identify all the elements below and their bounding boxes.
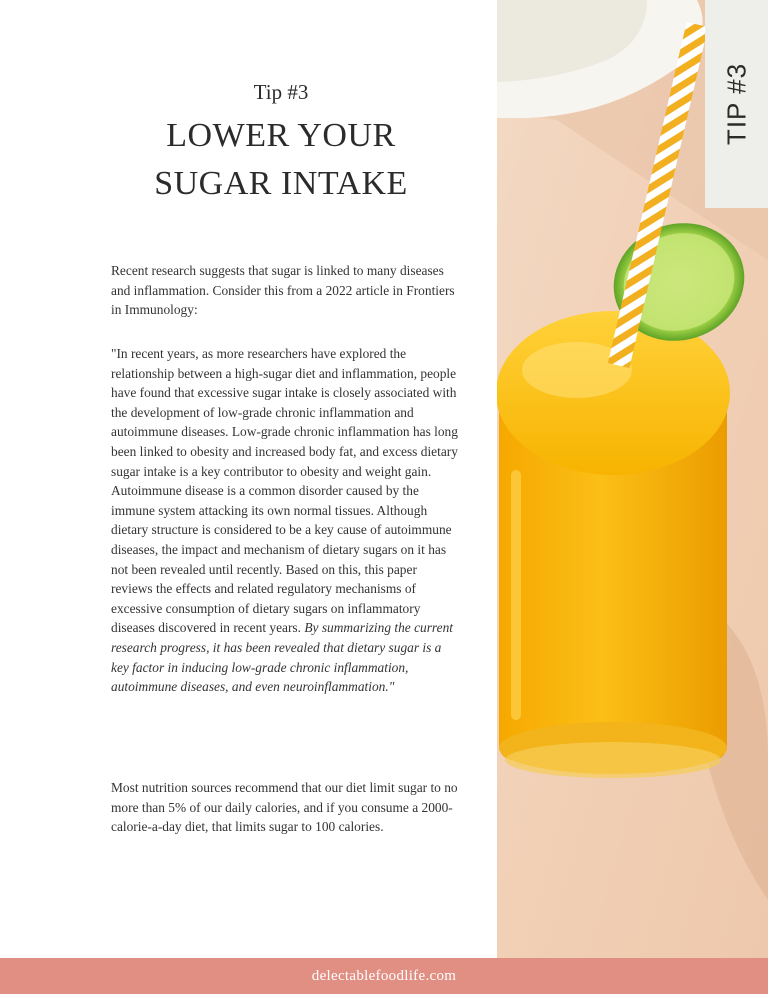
glass-reflection <box>511 470 521 720</box>
closing-paragraph: Most nutrition sources recommend that our diet limit sugar to no more than 5% of our daily calories, and if you consume a 2000-calorie-a-day diet, that limits sugar to 100 calories. <box>111 780 458 835</box>
intro-paragraph: Recent research suggests that sugar is linked to many diseases and inflammation. Consider this from a 2022 article in Frontiers in Immunology: <box>111 263 455 318</box>
quote-paragraph <box>111 344 461 697</box>
page-title <box>0 112 562 208</box>
title-line-1: LOWER YOUR <box>166 117 396 154</box>
quote-italic-text: By summarizing the current research progress, it has been revealed that dietary sugar is a key factor in inducing low-grade chronic inflammation, autoimmune diseases, and even neuroinflammation." <box>111 620 454 695</box>
title-line-2: SUGAR INTAKE <box>154 165 408 202</box>
footer <box>0 958 768 994</box>
glass-base-rim <box>505 742 721 778</box>
tip-number: Tip #3 <box>253 80 309 104</box>
tip-tab-label: TIP #3 <box>721 62 751 146</box>
footer-website-link[interactable]: delectablefoodlife.com <box>311 968 457 984</box>
tip-tab <box>705 0 768 208</box>
quote-text: "In recent years, as more researchers have explored the relationship between a high-sugar diet and inflammation, people have found that excessive sugar intake is closely associated with the development of low-grade chronic inflammation and autoimmune diseases. Low-grade chronic inflammation has long been linked to obesity and increased body fat, and excess dietary sugar intake is a key contributor to obesity and weight gain. Autoimmune disease is a common disorder caused by the immune system attacking its own normal tissues. Although dietary structure is considered to be a key cause of autoimmune diseases, the impact and mechanism of dietary sugars on it has not been revealed until recently. Based on this, this paper reviews the effects and related regulatory mechanisms of excessive consumption of dietary sugars on inflammatory diseases discovered in recent years. <box>111 346 458 636</box>
